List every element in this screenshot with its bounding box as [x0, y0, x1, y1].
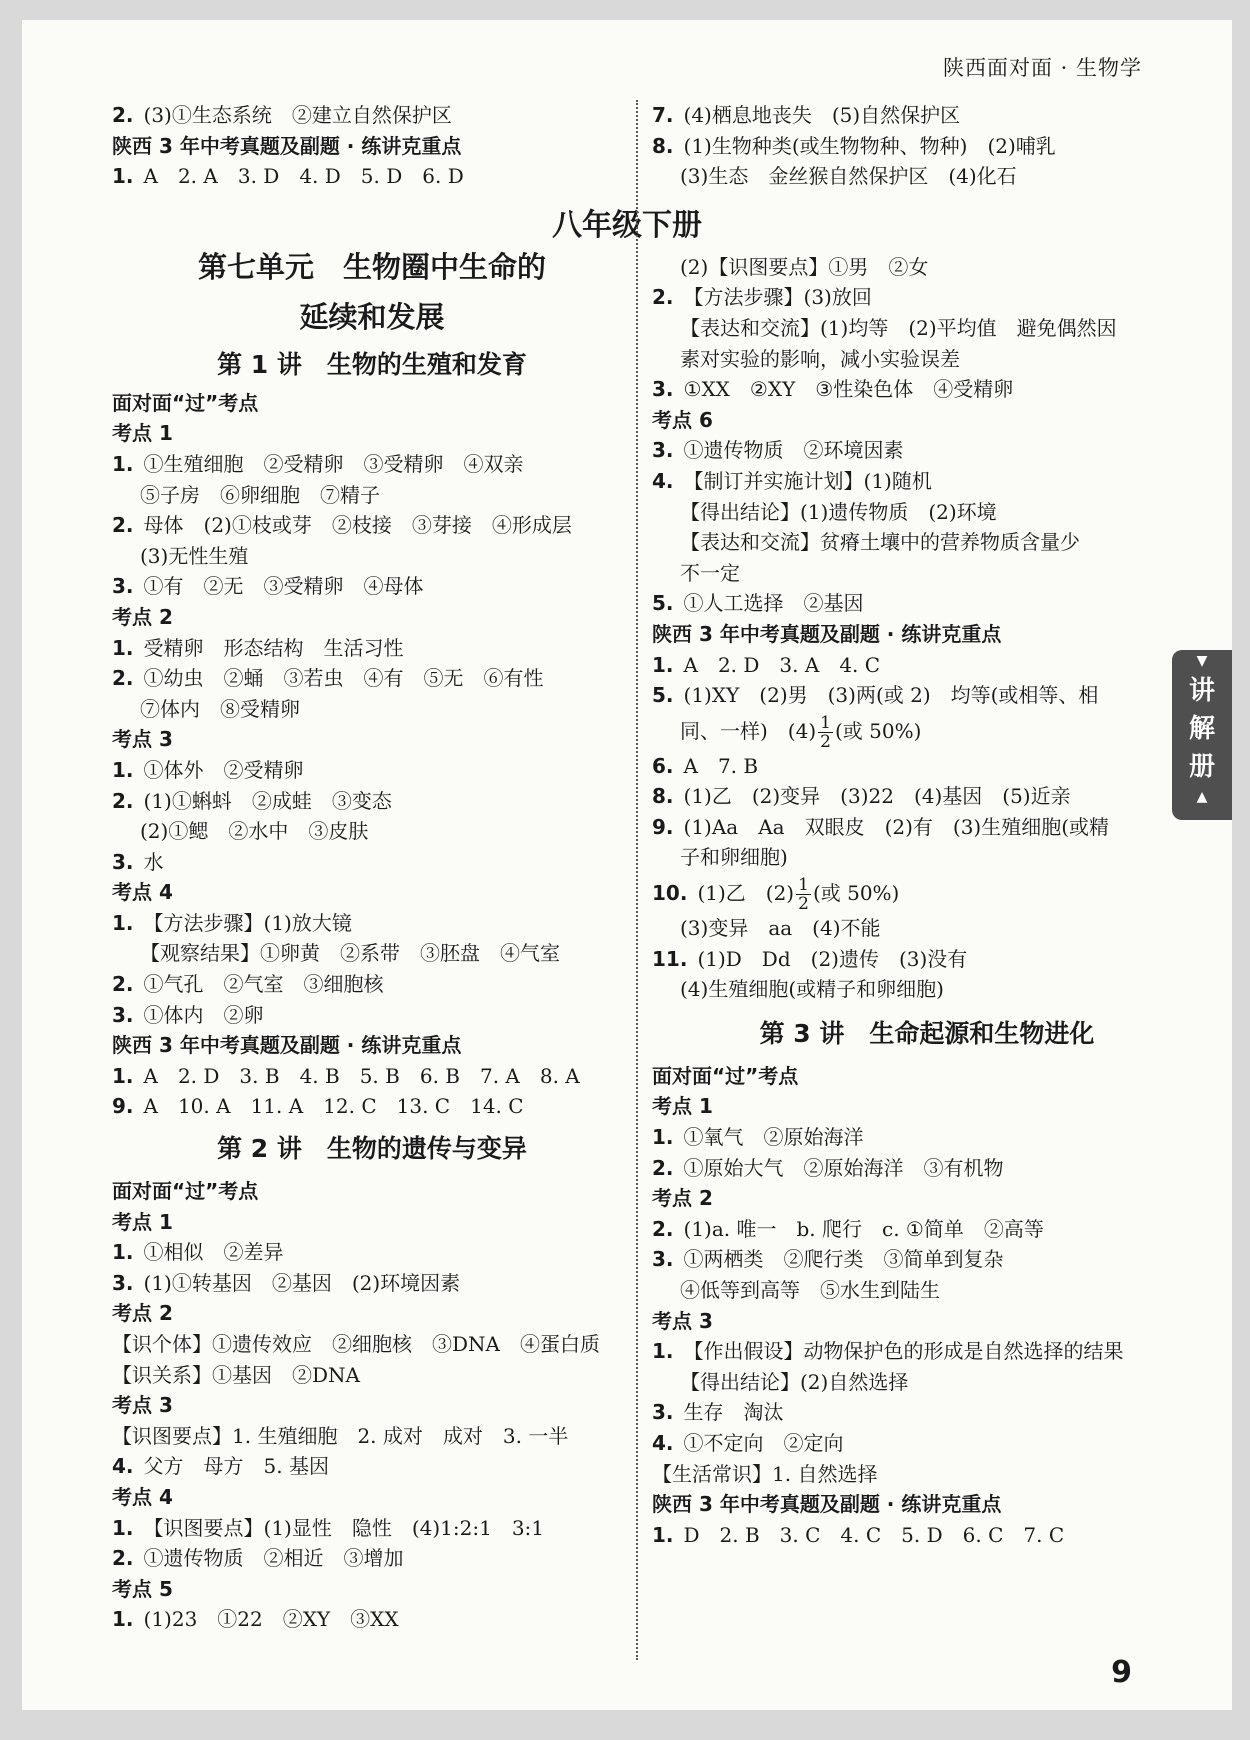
answer-line [652, 497, 1202, 528]
section-heading: 考点 3 [652, 1308, 713, 1333]
question-number: 4. [112, 1454, 134, 1479]
answer-text: 【识图要点】1. 生殖细胞 2. 成对 成对 3. 一半 [112, 1423, 569, 1448]
lecture-2-continued-answers [652, 252, 1202, 1005]
answer-line [112, 449, 632, 480]
answer-line [652, 873, 1202, 913]
answer-text: 【识个体】①遗传效应 ②细胞核 ③DNA ④蛋白质 [112, 1332, 600, 1356]
left-column [112, 100, 632, 1635]
lecture-3-answers [652, 1061, 1202, 1551]
section-heading: 面对面“过”考点 [652, 1063, 799, 1088]
answer-line [652, 913, 1202, 944]
answer-line [652, 527, 1202, 558]
question-number: 2. [112, 513, 134, 538]
answer-text: (1)Aa Aa 双眼皮 (2)有 (3)生殖细胞(或精 [683, 814, 1110, 839]
answer-text: 【表达和交流】贫瘠土壤中的营养物质含量少 [680, 530, 1080, 555]
answer-line [652, 1275, 1202, 1306]
answer-text: (1)XY (2)男 (3)两(或 2) 均等(或相等、相 [683, 683, 1099, 708]
answer-text: ①遗传物质 ②相近 ③增加 [143, 1546, 404, 1571]
answer-text: 受精卵 形态结构 生活习性 [143, 635, 404, 660]
section-heading: 考点 2 [112, 604, 173, 629]
answer-text: A 2. D 3. B 4. B 5. B 6. B 7. A 8. A [143, 1063, 580, 1088]
answer-line [652, 680, 1202, 711]
answer-text: 生存 淘汰 [683, 1400, 784, 1425]
answer-line [652, 100, 1202, 131]
answer-text: 【得出结论】(1)遗传物质 (2)环境 [680, 499, 997, 524]
question-number: 1. [652, 652, 674, 677]
answer-text: (3)生态 金丝猴自然保护区 (4)化石 [680, 164, 1017, 189]
section-heading: 考点 4 [112, 880, 173, 905]
question-number: 1. [652, 1522, 674, 1547]
answer-line [652, 650, 1202, 681]
answer-line [112, 1268, 632, 1299]
fraction-numerator: 1 [820, 712, 831, 733]
answer-line [112, 786, 632, 817]
answer-line [112, 1604, 632, 1635]
answer-text: A 10. A 11. A 12. C 13. C 14. C [143, 1094, 524, 1119]
question-number: 2. [652, 285, 674, 310]
chevron-down-icon: ▼ [1196, 653, 1208, 669]
section-heading: 面对面“过”考点 [112, 390, 259, 415]
question-number: 2. [112, 972, 134, 997]
right-pre-block [652, 100, 1202, 192]
answer-line [652, 751, 1202, 782]
answer-text: (4)生殖细胞(或精子和卵细胞) [680, 977, 944, 1002]
answer-text: (4)栖息地丧失 (5)自然保护区 [683, 103, 961, 127]
answer-text: (3)无性生殖 [140, 543, 249, 568]
question-number: 4. [652, 468, 674, 493]
answer-line [652, 131, 1202, 162]
answer-text: ①氧气 ②原始海洋 [683, 1125, 864, 1150]
answer-text: (1)D Dd (2)遗传 (3)没有 [697, 946, 968, 971]
answer-text: (2)【识图要点】①男 ②女 [680, 254, 929, 279]
tab-char: 册 [1188, 752, 1215, 782]
answer-line [112, 1360, 632, 1391]
question-number: 1. [112, 164, 134, 189]
page-number: 9 [1111, 1655, 1132, 1690]
answer-page [22, 20, 1232, 1710]
answer-line [112, 847, 632, 878]
answer-text-after: (或 50%) [812, 881, 900, 906]
question-number: 1. [652, 1125, 674, 1150]
answer-line [652, 711, 1202, 751]
answer-line [652, 781, 1202, 812]
left-pre-block [112, 100, 632, 192]
fraction-denominator: 2 [798, 894, 809, 915]
answer-line [652, 282, 1202, 313]
answer-text: ①人工选择 ②基因 [683, 591, 864, 616]
answer-text: (2)①鳃 ②水中 ③皮肤 [140, 819, 369, 844]
answer-line [652, 1428, 1202, 1459]
section-heading: 考点 4 [112, 1484, 173, 1509]
fraction [818, 714, 833, 751]
grade-title: 八年级下册 [552, 208, 702, 243]
fraction-denominator: 2 [820, 731, 831, 752]
answer-text: (1)a. 唯一 b. 爬行 c. ①简单 ②高等 [683, 1216, 1044, 1241]
answer-line [112, 1091, 632, 1122]
answer-line [112, 100, 632, 131]
question-number: 10. [652, 881, 688, 906]
answer-text: ⑤子房 ⑥卵细胞 ⑦精子 [140, 482, 380, 507]
section-heading: 考点 6 [652, 407, 713, 432]
answer-line [112, 1237, 632, 1268]
answer-text: ④低等到高等 ⑤水生到陆生 [680, 1278, 940, 1302]
answer-line [652, 344, 1202, 375]
unit-title-line-1: 第七单元 生物圈中生命的 [197, 249, 546, 284]
answer-line [652, 313, 1202, 344]
answer-line [652, 1122, 1202, 1153]
answer-text: 不一定 [680, 560, 740, 585]
section-heading: 面对面“过”考点 [112, 1179, 259, 1204]
question-number: 7. [652, 103, 674, 127]
answer-text: (1)乙 (2)变异 (3)22 (4)基因 (5)近亲 [683, 784, 1071, 809]
answer-text: (1)生物种类(或生物物种、物种) (2)哺乳 [683, 133, 1056, 158]
answer-text: ①XX ②XY ③性染色体 ④受精卵 [683, 377, 1014, 402]
lecture-3-title: 第 3 讲 生命起源和生物进化 [759, 1018, 1095, 1048]
question-number: 3. [112, 1270, 134, 1295]
answer-line [652, 1520, 1202, 1551]
chevron-up-icon: ▲ [1196, 789, 1208, 805]
answer-line [652, 435, 1202, 466]
answer-text: 【作出假设】动物保护色的形成是自然选择的结果 [683, 1339, 1124, 1364]
answer-text: 【方法步骤】(1)放大镜 [143, 910, 352, 935]
section-heading: 陕西 3 年中考真题及副题 · 练讲克重点 [652, 1492, 1002, 1517]
fraction [796, 876, 811, 913]
section-heading: 考点 3 [112, 1393, 173, 1418]
question-number: 4. [652, 1430, 674, 1455]
question-number: 1. [112, 1515, 134, 1540]
spacer [112, 192, 632, 242]
answer-text: ①原始大气 ②原始海洋 ③有机物 [683, 1155, 1004, 1180]
answer-line [112, 663, 632, 694]
section-heading: 考点 1 [112, 1209, 173, 1234]
answer-text: ⑦体内 ⑧受精卵 [140, 696, 300, 721]
unit-title-line-2: 延续和发展 [299, 299, 445, 334]
answer-text: ①不定向 ②定向 [683, 1430, 844, 1455]
question-number: 1. [112, 451, 134, 476]
answer-line [652, 1153, 1202, 1184]
section-heading: 陕西 3 年中考真题及副题 · 练讲克重点 [652, 621, 1002, 646]
question-number: 5. [652, 683, 674, 708]
question-number: 9. [652, 814, 674, 839]
answer-line [652, 842, 1202, 873]
answer-line [652, 558, 1202, 589]
answer-line [112, 1543, 632, 1574]
question-number: 2. [112, 788, 134, 813]
answer-line [652, 1214, 1202, 1245]
answer-line [652, 252, 1202, 283]
answer-line [652, 1459, 1202, 1490]
question-number: 3. [112, 1002, 134, 1027]
answer-text: (1)①转基因 ②基因 (2)环境因素 [143, 1270, 461, 1295]
answer-line [112, 938, 632, 969]
question-number: 8. [652, 784, 674, 809]
section-heading: 考点 1 [652, 1094, 713, 1119]
answer-line [652, 588, 1202, 619]
running-header: 陕西面对面 · 生物学 [942, 56, 1142, 80]
question-number: 6. [652, 753, 674, 778]
lecture-2-answers [112, 1176, 632, 1635]
section-heading: 陕西 3 年中考真题及副题 · 练讲克重点 [112, 133, 462, 158]
question-number: 2. [652, 1216, 674, 1241]
right-column [652, 100, 1202, 1550]
answer-line [652, 466, 1202, 497]
answer-text: 【识关系】①基因 ②DNA [112, 1362, 360, 1387]
tab-char: 讲 [1188, 676, 1215, 706]
section-heading: 考点 2 [112, 1301, 173, 1326]
answer-line [112, 1421, 632, 1452]
answer-line [112, 161, 632, 192]
answer-text: ①幼虫 ②蛹 ③若虫 ④有 ⑤无 ⑥有性 [143, 666, 544, 691]
answer-line [652, 1336, 1202, 1367]
answer-text: (1)①蝌蚪 ②成蛙 ③变态 [143, 788, 392, 813]
answer-text: A 2. A 3. D 4. D 5. D 6. D [143, 164, 464, 189]
answer-text: (1)乙 (2) [697, 881, 795, 906]
answer-line [652, 1244, 1202, 1275]
lecture-1-title: 第 1 讲 生物的生殖和发育 [217, 349, 527, 379]
lecture-2-title: 第 2 讲 生物的遗传与变异 [217, 1134, 527, 1164]
question-number: 3. [112, 849, 134, 874]
answer-text: ①两栖类 ②爬行类 ③简单到复杂 [683, 1247, 1004, 1272]
answer-text: 【方法步骤】(3)放回 [683, 285, 872, 310]
spacer [652, 192, 1202, 252]
section-heading: 考点 3 [112, 727, 173, 752]
answer-text: A 2. D 3. A 4. C [683, 652, 881, 677]
question-number: 1. [112, 635, 134, 660]
question-number: 11. [652, 946, 688, 971]
question-number: 3. [652, 1247, 674, 1272]
answer-text: ①遗传物质 ②环境因素 [683, 438, 904, 463]
answer-line [652, 161, 1202, 192]
section-heading: 考点 2 [652, 1186, 713, 1211]
answer-line [112, 510, 632, 541]
question-number: 2. [652, 1155, 674, 1180]
answer-line [112, 1000, 632, 1031]
answer-text: 【生活常识】1. 自然选择 [652, 1461, 878, 1486]
answer-line [112, 571, 632, 602]
question-number: 3. [112, 574, 134, 599]
answer-text: (3)①生态系统 ②建立自然保护区 [143, 103, 452, 127]
answer-text: (1)23 ①22 ②XY ③XX [143, 1607, 399, 1632]
answer-text: 水 [143, 849, 164, 874]
answer-line [112, 816, 632, 847]
question-number: 8. [652, 133, 674, 158]
answer-line [652, 374, 1202, 405]
question-number: 3. [652, 438, 674, 463]
question-number: 2. [112, 666, 134, 691]
answer-text: 【观察结果】①卵黄 ②系带 ③胚盘 ④气室 [140, 941, 560, 966]
answer-line [112, 908, 632, 939]
answer-text: ①生殖细胞 ②受精卵 ③受精卵 ④双亲 [143, 451, 524, 476]
section-heading: 陕西 3 年中考真题及副题 · 练讲克重点 [112, 1033, 462, 1058]
answer-text: 【得出结论】(2)自然选择 [680, 1369, 909, 1394]
answer-text: 同、一样) (4) [680, 718, 817, 743]
question-number: 9. [112, 1094, 134, 1119]
answer-text: ①气孔 ②气室 ③细胞核 [143, 972, 384, 997]
answer-text: 【制订并实施计划】(1)随机 [683, 468, 932, 493]
answer-line [652, 1367, 1202, 1398]
answer-text: D 2. B 3. C 4. C 5. D 6. C 7. C [683, 1522, 1065, 1547]
answer-line [112, 1513, 632, 1544]
answer-line [112, 1329, 632, 1360]
question-number: 1. [112, 757, 134, 782]
answer-text: 母体 (2)①枝或芽 ②枝接 ③芽接 ④形成层 [143, 513, 572, 538]
section-heading: 考点 1 [112, 421, 173, 446]
tab-char: 解 [1188, 714, 1215, 744]
answer-line [112, 1451, 632, 1482]
answer-line [652, 1397, 1202, 1428]
fraction-numerator: 1 [798, 875, 809, 896]
question-number: 5. [652, 591, 674, 616]
answer-line [112, 755, 632, 786]
question-number: 1. [112, 1063, 134, 1088]
answer-line [652, 974, 1202, 1005]
answer-text: A 7. B [683, 753, 759, 778]
column-divider [636, 100, 638, 1660]
question-number: 2. [112, 103, 134, 127]
answer-line [112, 633, 632, 664]
answer-text: ①有 ②无 ③受精卵 ④母体 [143, 574, 424, 599]
answer-text-after: (或 50%) [834, 718, 922, 743]
answer-text: ①体外 ②受精卵 [143, 757, 304, 782]
answer-line [112, 480, 632, 511]
answer-text: 父方 母方 5. 基因 [143, 1454, 329, 1479]
lecture-1-answers [112, 388, 632, 1122]
answer-line [112, 969, 632, 1000]
answer-text: (3)变异 aa (4)不能 [680, 916, 881, 941]
question-number: 1. [112, 910, 134, 935]
question-number: 2. [112, 1546, 134, 1571]
answer-text: ①相似 ②差异 [143, 1240, 284, 1265]
answer-text: ①体内 ②卵 [143, 1002, 264, 1027]
question-number: 3. [652, 377, 674, 402]
answer-line [652, 944, 1202, 975]
question-number: 3. [652, 1400, 674, 1425]
answer-line [652, 812, 1202, 843]
question-number: 1. [652, 1339, 674, 1364]
question-number: 1. [112, 1240, 134, 1265]
section-heading: 考点 5 [112, 1576, 173, 1601]
answer-line [112, 541, 632, 572]
answer-line [112, 1061, 632, 1092]
side-tab [1172, 650, 1232, 820]
answer-line [112, 694, 632, 725]
answer-text: 【表达和交流】(1)均等 (2)平均值 避免偶然因 [680, 315, 1117, 340]
answer-text: 【识图要点】(1)显性 隐性 (4)1:2:1 3:1 [143, 1515, 545, 1540]
question-number: 1. [112, 1607, 134, 1632]
answer-text: 素对实验的影响，减小实验误差 [680, 346, 960, 371]
answer-text: 子和卵细胞) [680, 845, 788, 870]
